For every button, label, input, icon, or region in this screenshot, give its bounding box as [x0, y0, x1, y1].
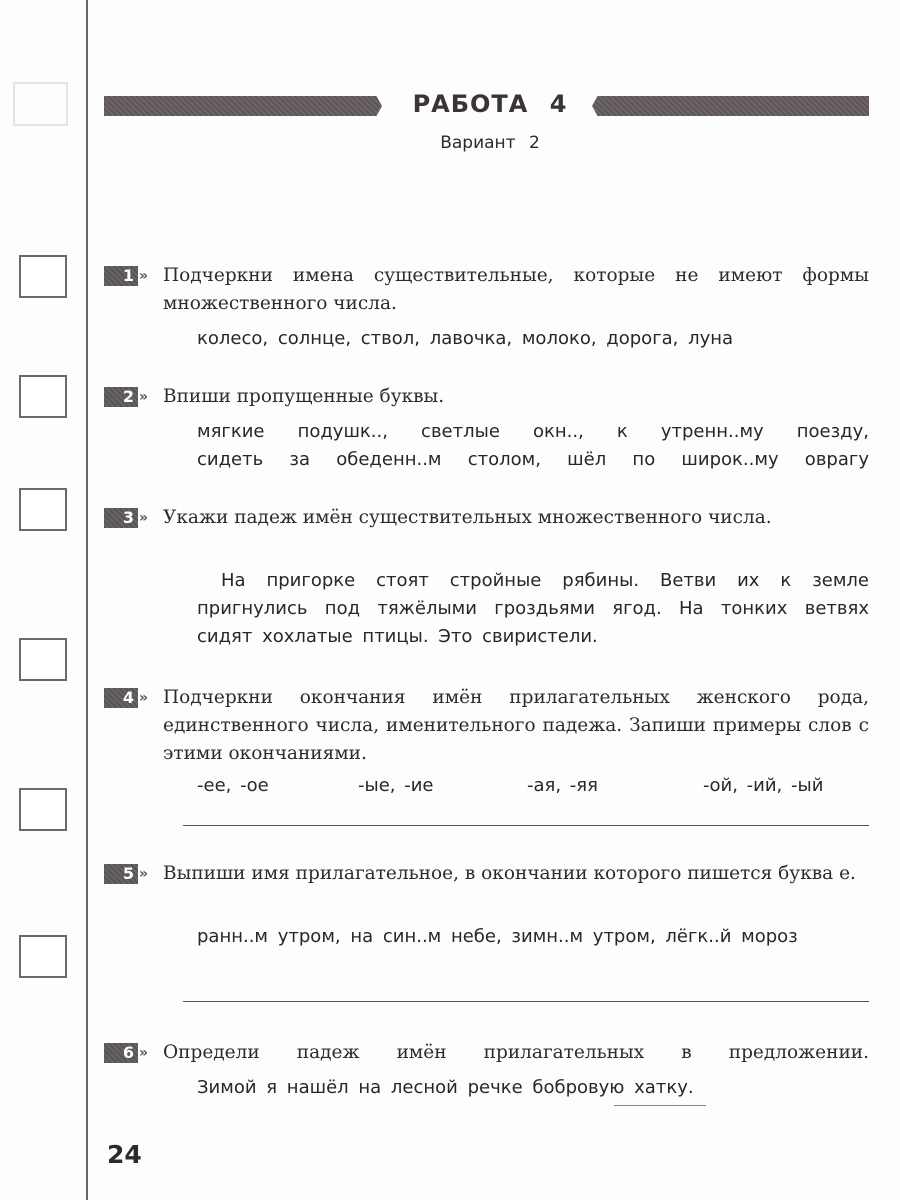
task-badge-3: [104, 508, 148, 528]
task-badge-6: [104, 1043, 148, 1063]
task-number: 2: [104, 387, 138, 407]
chevron-right-icon: »: [138, 866, 148, 882]
score-box-1[interactable]: [19, 255, 67, 298]
page-number: 24: [107, 1140, 142, 1169]
score-box-6[interactable]: [19, 935, 67, 978]
task-badge-4: [104, 688, 148, 708]
answer-line-4[interactable]: [183, 825, 869, 826]
ending-option-4[interactable]: -ой, -ий, -ый: [703, 775, 824, 796]
task-2-line-1[interactable]: мягкие подушк.., светлые окн.., к утренн..му поезду,: [197, 421, 869, 442]
chevron-right-icon: »: [138, 268, 148, 284]
ending-option-1[interactable]: -ее, -ое: [197, 775, 269, 796]
score-box-3[interactable]: [19, 488, 67, 531]
header-bar-right: [592, 96, 869, 116]
task-badge-1: [104, 266, 148, 286]
task-6-instruction: Определи падеж имён прилагательных в предложении.: [163, 1042, 869, 1063]
task-number: 3: [104, 508, 138, 528]
chevron-right-icon: »: [138, 690, 148, 706]
task-badge-2: [104, 387, 148, 407]
faded-score-box: [13, 82, 68, 126]
chevron-right-icon: »: [138, 510, 148, 526]
variant-label: Вариант 2: [440, 133, 540, 153]
task-number: 4: [104, 688, 138, 708]
answer-line-5[interactable]: [183, 1001, 869, 1002]
task-5-instruction: Выпиши имя прилагательное, в окончании которого пишется буква е.: [163, 863, 856, 884]
task-1-words[interactable]: колесо, солнце, ствол, лавочка, молоко, дорога, луна: [197, 328, 734, 349]
ending-option-3[interactable]: -ая, -яя: [527, 775, 598, 796]
chevron-right-icon: »: [138, 1045, 148, 1061]
task-5-phrases[interactable]: ранн..м утром, на син..м небе, зимн..м утром, лёгк..й мороз: [197, 926, 798, 947]
score-box-2[interactable]: [19, 375, 67, 418]
task-3-instruction: Укажи падеж имён существительных множественного числа.: [163, 507, 772, 528]
header-bar-left: [104, 96, 382, 116]
pencil-underline: [614, 1105, 706, 1106]
task-number: 6: [104, 1043, 138, 1063]
task-1-instruction: Подчеркни имена существительные, которые не имеют формы множественного числа.: [163, 265, 869, 314]
page-title: РАБОТА 4: [412, 90, 568, 118]
task-2-line-2[interactable]: сидеть за обеденн..м столом, шёл по широк..му оврагу: [197, 449, 869, 470]
score-box-4[interactable]: [19, 638, 67, 681]
score-box-5[interactable]: [19, 788, 67, 831]
chevron-right-icon: »: [138, 389, 148, 405]
task-6-sentence[interactable]: Зимой я нашёл на лесной речке бобровую хатку.: [197, 1077, 694, 1098]
task-number: 1: [104, 266, 138, 286]
task-number: 5: [104, 864, 138, 884]
task-3-passage[interactable]: На пригорке стоят стройные рябины. Ветви их к земле пригнулись под тяжёлыми гроздьями ягод. На тонких ветвях сидят хохлатые птицы. Это свиристели.: [197, 570, 869, 647]
margin-divider: [86, 0, 88, 1200]
task-4-instruction: Подчеркни окончания имён прилагательных женского рода, единственного числа, именительного падежа. Запиши примеры слов с этими окончаниями.: [163, 687, 869, 764]
task-badge-5: [104, 864, 148, 884]
ending-option-2[interactable]: -ые, -ие: [358, 775, 434, 796]
task-2-instruction: Впиши пропущенные буквы.: [163, 386, 445, 407]
